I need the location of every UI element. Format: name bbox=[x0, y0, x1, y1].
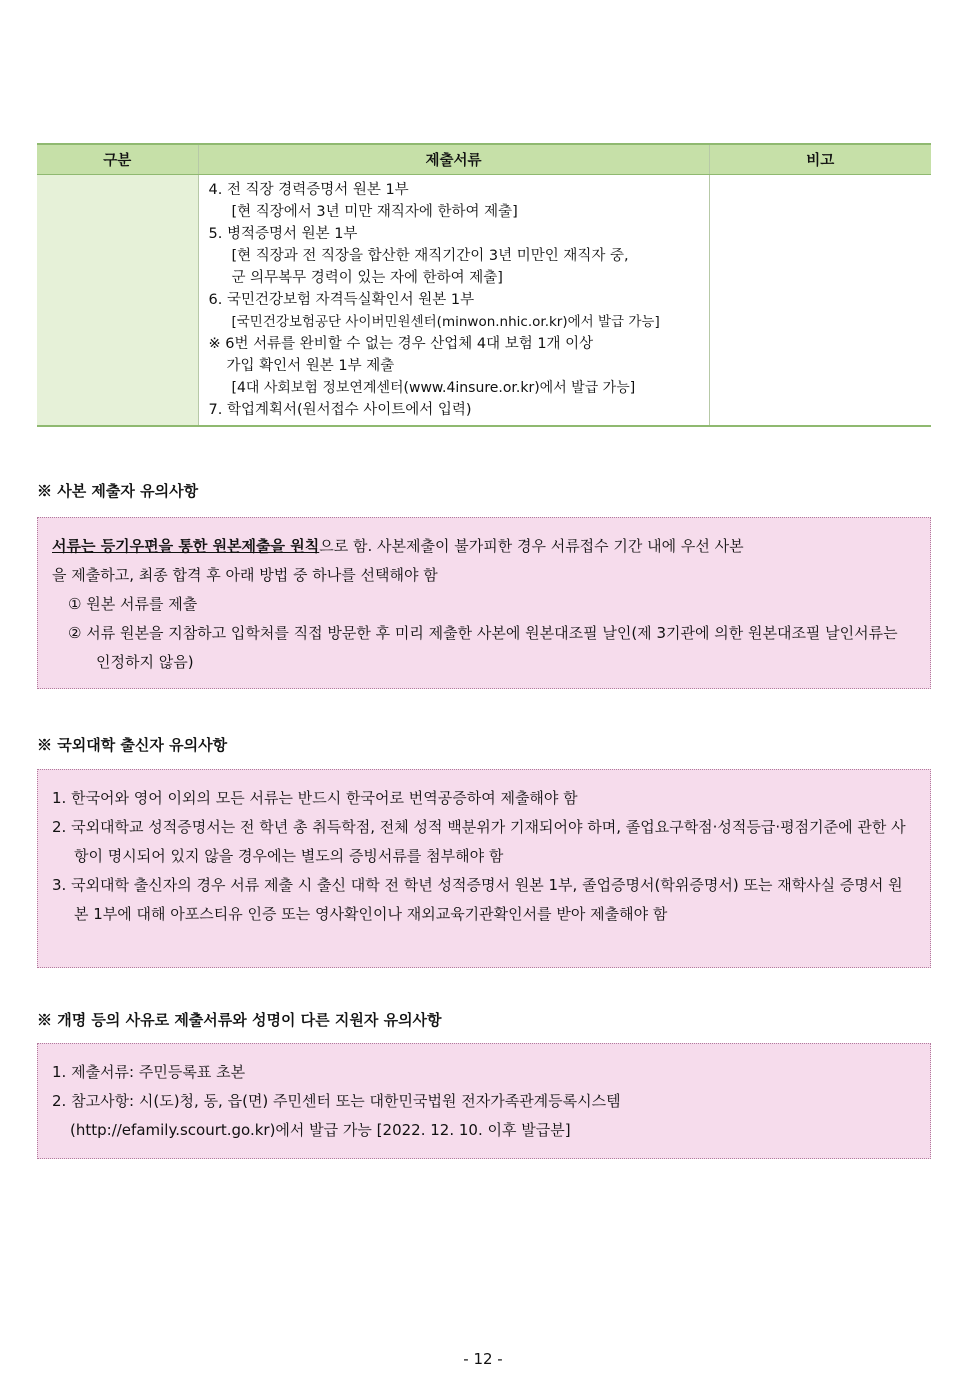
intro-line bbox=[52, 532, 916, 561]
note-box-copy-submission bbox=[37, 517, 931, 689]
doc-note: 가입 확인서 원본 1부 제출 bbox=[226, 358, 395, 374]
list-item: 2. 참고사항: 시(도)청, 동, 읍(면) 주민센터 또는 대한민국법원 전자가족관계등록시스템 bbox=[52, 1092, 621, 1110]
list-item: 3. 국외대학 출신자의 경우 서류 제출 시 출신 대학 전 학년 성적증명서 원본 1부, 졸업증명서(학위증명서) 또는 재학사실 증명서 원본 1부에 대해 아포스티유 인증 또는 영사확인이나 재외교육기관확인서를 받아 제출해야 함 bbox=[52, 876, 903, 923]
header-category: 구분 bbox=[37, 144, 198, 175]
doc-note: [4대 사회보험 정보연계센터(www.4insure.or.kr)에서 발급 가능] bbox=[231, 380, 636, 396]
doc-item: 5. 병적증명서 원본 1부 bbox=[208, 226, 358, 242]
document-requirements-table bbox=[37, 143, 931, 427]
doc-item: ※ 6번 서류를 완비할 수 없는 경우 산업체 4대 보험 1개 이상 bbox=[208, 336, 594, 352]
intro-line-2: 을 제출하고, 최종 합격 후 아래 방법 중 하나를 선택해야 함 bbox=[52, 566, 438, 584]
section-title-name-change: ※ 개명 등의 사유로 제출서류와 성명이 다른 지원자 유의사항 bbox=[37, 1011, 442, 1029]
doc-note: [현 직장에서 3년 미만 재직자에 한하여 제출] bbox=[231, 204, 518, 220]
list-item-continued: (http://efamily.scourt.go.kr)에서 발급 가능 [2022. 12. 10. 이후 발급분] bbox=[70, 1121, 571, 1139]
section-title-foreign-university: ※ 국외대학 출신자 유의사항 bbox=[37, 736, 228, 754]
table-row bbox=[37, 175, 931, 427]
doc-note: [현 직장과 전 직장을 합산한 재직기간이 3년 미만인 재직자 중, bbox=[231, 248, 629, 264]
doc-item: 6. 국민건강보험 자격득실확인서 원본 1부 bbox=[208, 292, 475, 308]
option-item: ② 서류 원본을 지참하고 입학처를 직접 방문한 후 미리 제출한 사본에 원본대조필 날인(제 3기관에 의한 원본대조필 날인서류는 인정하지 않음) bbox=[68, 624, 898, 671]
doc-item: 7. 학업계획서(원서접수 사이트에서 입력) bbox=[208, 402, 472, 418]
doc-item: 4. 전 직장 경력증명서 원본 1부 bbox=[208, 182, 409, 198]
intro-rest: 으로 함. 사본제출이 불가피한 경우 서류접수 기간 내에 우선 사본 bbox=[319, 537, 744, 555]
header-remarks: 비고 bbox=[709, 144, 931, 175]
doc-note: [국민건강보험공단 사이버민원센터(minwon.nhic.or.kr)에서 발급 가능] bbox=[231, 314, 660, 330]
remarks-cell bbox=[709, 175, 931, 427]
note-box-foreign-university bbox=[37, 769, 931, 968]
table-header-row bbox=[37, 144, 931, 175]
option-item: ① 원본 서류를 제출 bbox=[68, 595, 198, 613]
note-box-name-change bbox=[37, 1043, 931, 1159]
section-title-copy-submission: ※ 사본 제출자 유의사항 bbox=[37, 482, 199, 500]
header-documents: 제출서류 bbox=[198, 144, 709, 175]
list-item: 1. 한국어와 영어 이외의 모든 서류는 반드시 한국어로 번역공증하여 제출해야 함 bbox=[52, 789, 578, 807]
list-item: 1. 제출서류: 주민등록표 초본 bbox=[52, 1063, 246, 1081]
page-number: - 12 - bbox=[463, 1350, 503, 1368]
documents-cell bbox=[198, 175, 709, 427]
intro-emphasis: 서류는 등기우편을 통한 원본제출을 원칙 bbox=[52, 537, 320, 555]
list-item: 2. 국외대학교 성적증명서는 전 학년 총 취득학점, 전체 성적 백분위가 기재되어야 하며, 졸업요구학점·성적등급·평점기준에 관한 사항이 명시되어 있지 않을 경우에는 별도의 증빙서류를 첨부해야 함 bbox=[52, 818, 906, 865]
category-cell bbox=[37, 175, 198, 427]
doc-note: 군 의무복무 경력이 있는 자에 한하여 제출] bbox=[231, 270, 503, 286]
